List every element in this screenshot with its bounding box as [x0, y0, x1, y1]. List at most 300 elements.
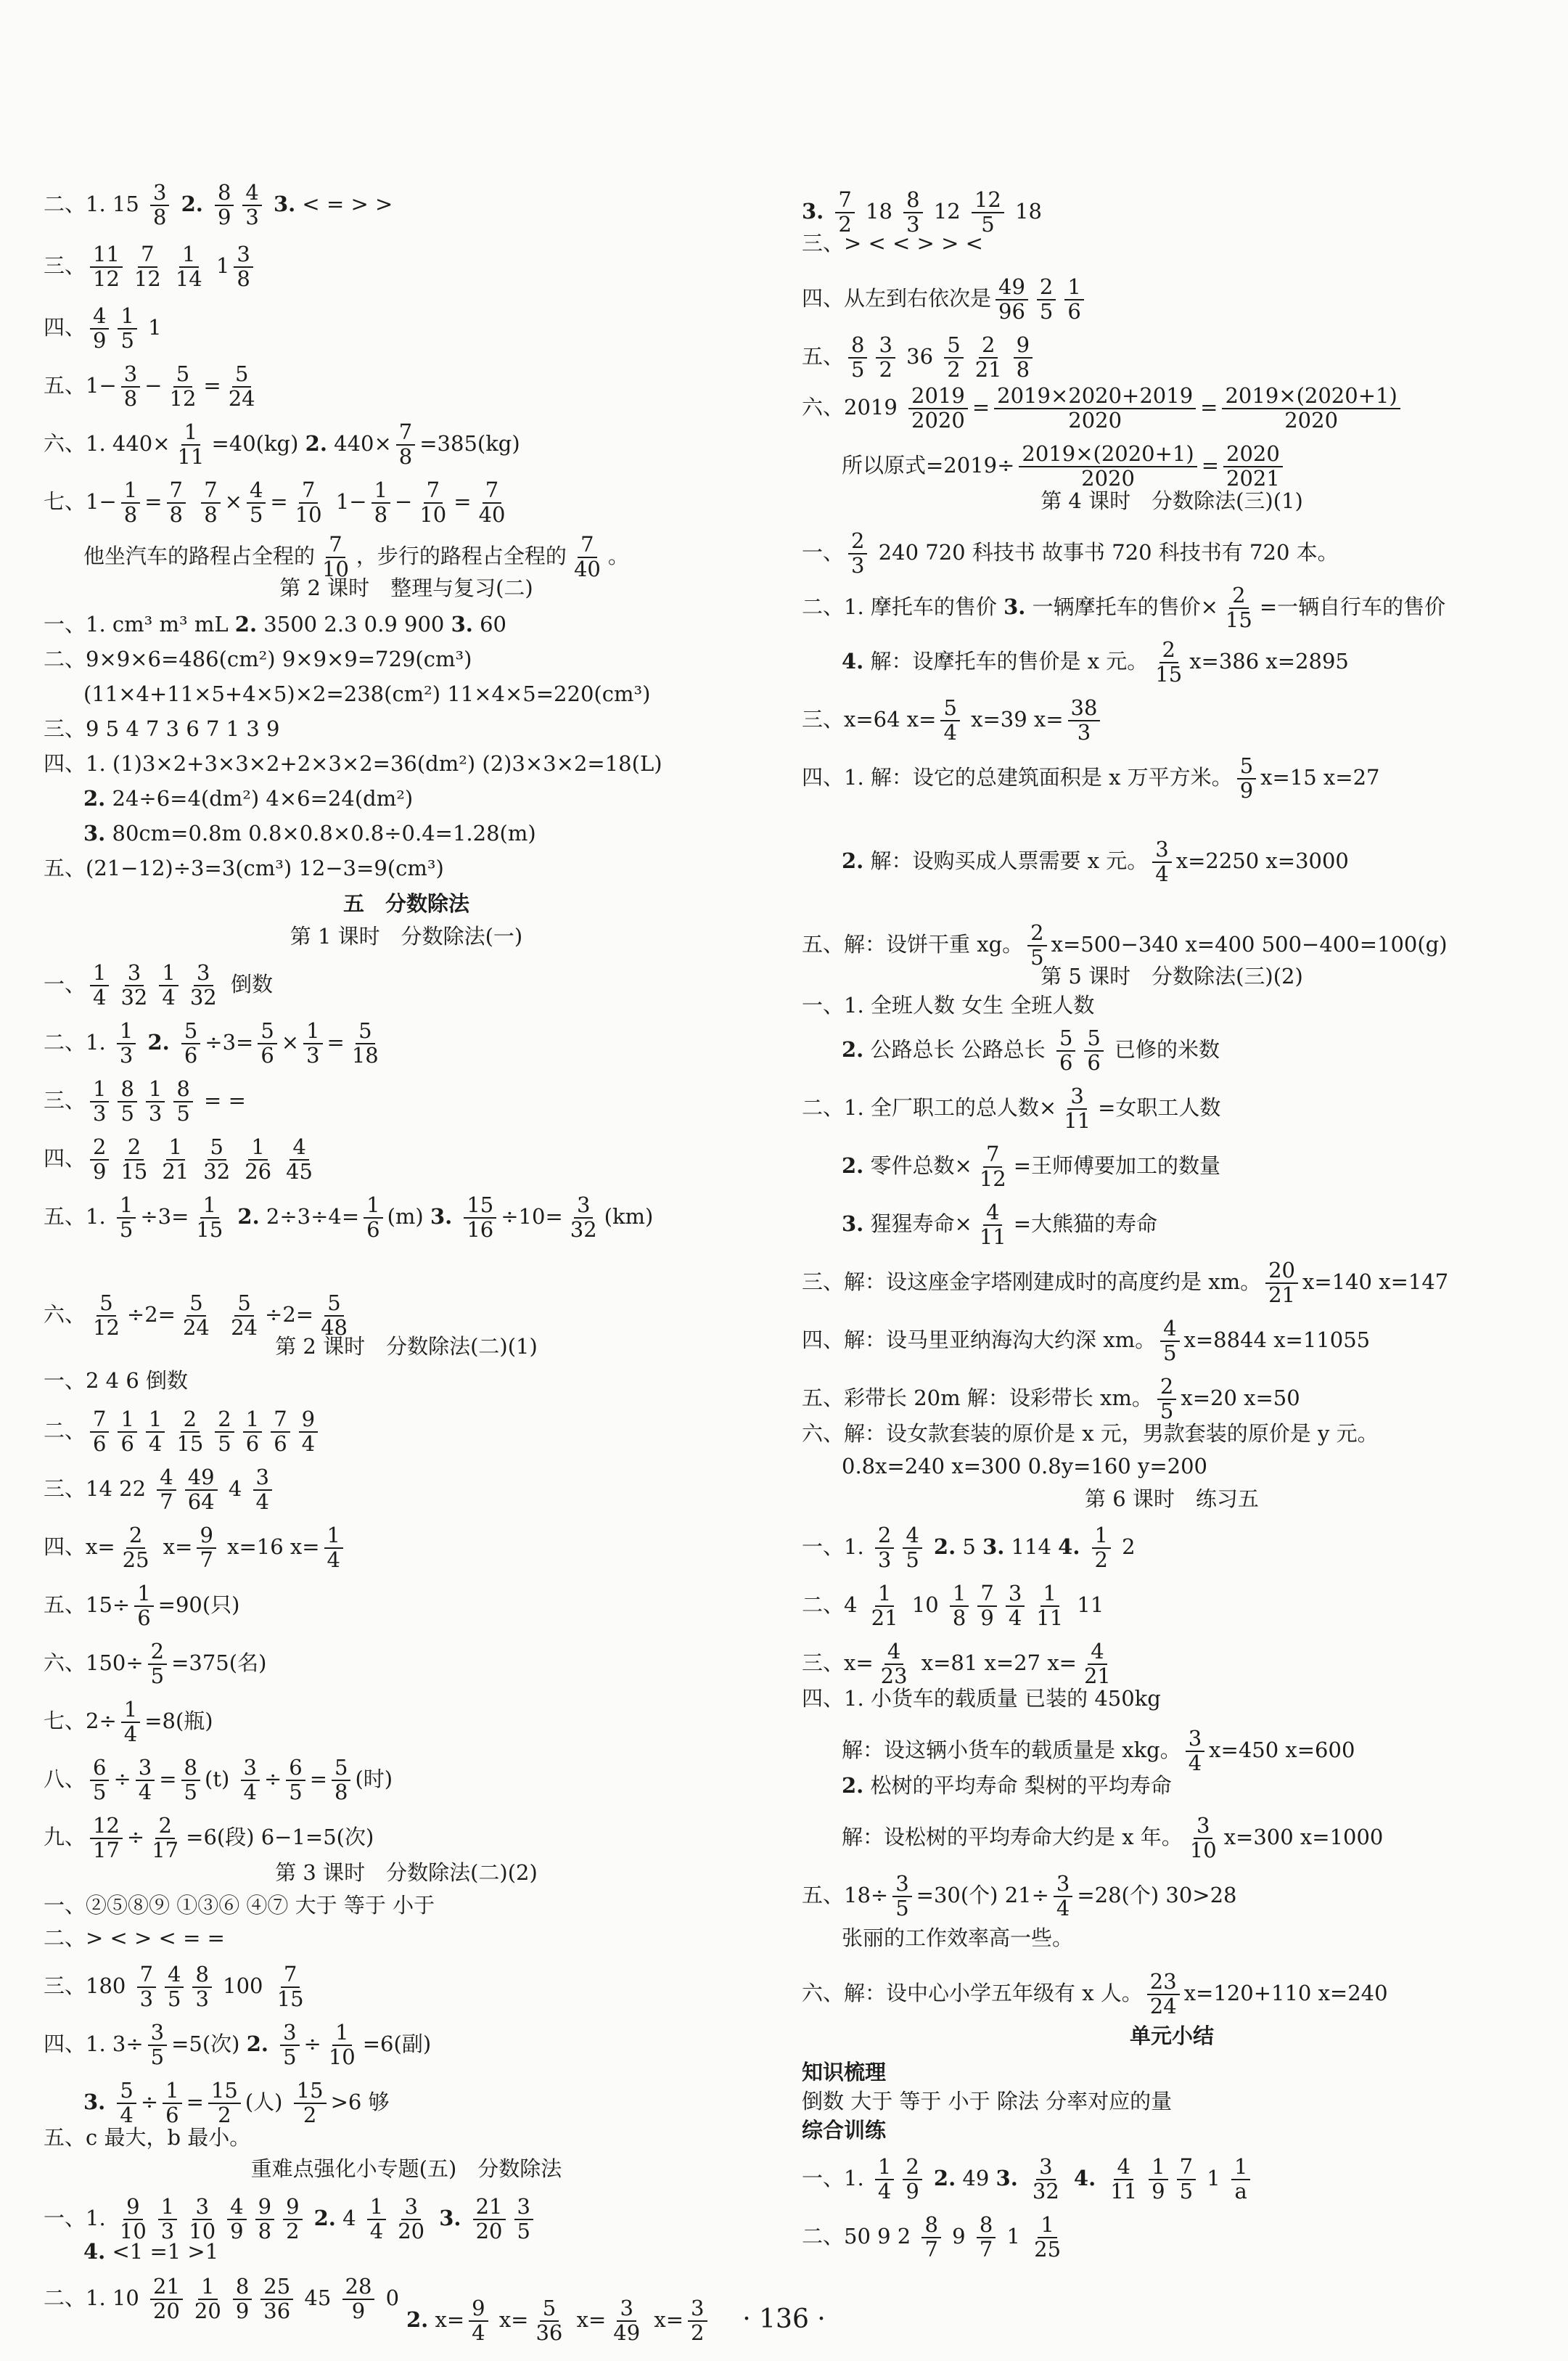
fraction-numerator: 1 [158, 2196, 177, 2220]
answer-text: 四、1. 解：设它的总建筑面积是 x 万平方米。 [802, 764, 1233, 790]
answer-text: < = > > [295, 191, 393, 216]
answer-text: = [309, 1766, 328, 1791]
fraction [193, 1194, 226, 1242]
fraction [1237, 755, 1256, 803]
answer-text: 一、1. [802, 2165, 871, 2190]
item-number: 4. [842, 648, 864, 674]
answer-text: 张丽的工作效率高一些。 [842, 1926, 1074, 1950]
fraction-numerator: 8 [233, 2275, 252, 2300]
answer-text: 0 [379, 2285, 400, 2310]
item-number: 2. [230, 1203, 260, 1229]
fraction-numerator: 4 [90, 305, 109, 330]
fraction-denominator: 6 [366, 1216, 380, 1242]
fraction-numerator: 1 [303, 1020, 322, 1044]
fraction [1223, 443, 1283, 491]
fraction-numerator: 7 [137, 1963, 156, 1988]
fraction-numerator: 3 [121, 363, 140, 388]
fraction [977, 1582, 996, 1630]
answer-line [44, 479, 512, 527]
item-number: 4. [83, 2239, 106, 2264]
answer-line [44, 1858, 769, 1887]
fraction [514, 2196, 533, 2243]
fraction-denominator: 12 [134, 266, 161, 291]
fraction-denominator: 5 [1159, 1398, 1174, 1423]
answer-line [44, 1194, 653, 1242]
fraction-denominator: 6 [1067, 298, 1081, 324]
fraction-numerator: 1 [117, 1194, 136, 1219]
fraction-numerator: 38 [1068, 697, 1101, 721]
fraction-denominator: 3 [306, 1042, 320, 1068]
answer-line [44, 2123, 250, 2152]
fraction-numerator: 1 [248, 1136, 267, 1161]
fraction-denominator: 8 [1016, 356, 1030, 382]
answer-line [802, 229, 983, 258]
fraction-numerator: 7 [90, 1408, 109, 1433]
item-number: 3. [982, 1534, 1005, 1559]
answer-text: x=386 x=2895 [1189, 648, 1349, 674]
fraction-denominator: 21 [1268, 1282, 1295, 1307]
answer-line [44, 922, 769, 951]
fraction-numerator: 1 [1064, 276, 1083, 300]
fraction-numerator: 1 [367, 2196, 386, 2220]
answer-text: 五、 [802, 343, 845, 369]
answer-text: 公路总长 公路总长 [863, 1036, 1052, 1062]
fraction-numerator: 8 [215, 181, 234, 206]
item-number: 2. [83, 786, 106, 811]
answer-text: 倒数 [223, 971, 273, 997]
fraction-numerator: 7 [281, 1963, 300, 1988]
fraction-numerator: 1 [1040, 1582, 1059, 1607]
fraction-numerator: 4 [165, 1963, 184, 1988]
fraction [869, 1582, 901, 1630]
answer-text: =375(名) [171, 1650, 267, 1675]
item-number: 3. [83, 821, 106, 846]
fraction-numerator: 9 [255, 2196, 274, 2220]
answer-text: 六、解：设中心小学五年级有 x 人。 [802, 1980, 1143, 2005]
answer-line [802, 2058, 886, 2087]
fraction-numerator: 4 [1114, 2156, 1133, 2180]
fraction-denominator: 14 [175, 266, 202, 291]
answer-text: 二、1. 全厂职工的总人数× [802, 1094, 1057, 1120]
fraction-denominator: a [1234, 2178, 1247, 2204]
fraction-denominator: 5 [93, 1779, 107, 1804]
fraction [173, 243, 205, 291]
fraction-denominator: 5 [1039, 298, 1054, 324]
fraction [159, 962, 178, 1010]
fraction-numerator: 7 [201, 479, 220, 504]
fraction-denominator: 4 [301, 1431, 316, 1456]
fraction-numerator: 8 [181, 1756, 200, 1781]
answer-text: = [1200, 394, 1218, 420]
fraction [226, 363, 258, 411]
fraction-numerator: 9 [299, 1408, 318, 1433]
answer-line [802, 1419, 1379, 1448]
answer-text: 一、1. cm³ m³ mL [44, 612, 235, 637]
item-number: 4. [1058, 1534, 1088, 1559]
answer-text: =6(副) [362, 2031, 432, 2056]
answer-line [802, 1375, 1300, 1423]
item-number: 2. [842, 1036, 864, 1062]
fraction [1265, 1259, 1298, 1307]
fraction-numerator: 7 [578, 533, 596, 558]
fraction-numerator: 5 [117, 2079, 136, 2104]
answer-text: 0.8x=240 x=300 0.8y=160 y=200 [842, 1454, 1207, 1478]
item-number: 2. [173, 191, 210, 216]
fraction [159, 1136, 192, 1184]
answer-text: 12 [927, 198, 967, 224]
answer-text: 第 1 课时 分数除法(一) [290, 924, 523, 949]
fraction-denominator: 8 [952, 1605, 966, 1630]
fraction-denominator: 20 [194, 2298, 221, 2323]
answer-text: x=450 x=600 [1209, 1737, 1355, 1762]
fraction-denominator: 32 [120, 984, 148, 1010]
fraction-numerator: 2 [1027, 922, 1046, 946]
fraction-numerator: 3 [148, 2021, 167, 2046]
fraction-numerator: 3 [1152, 838, 1171, 863]
item-number: 2. [926, 1534, 956, 1559]
fraction-denominator: 5 [895, 1895, 909, 1920]
answer-text: − [144, 372, 163, 398]
fraction [90, 243, 123, 291]
fraction-denominator: 48 [321, 1314, 348, 1340]
fraction-denominator: 8 [153, 204, 167, 229]
fraction-numerator: 1 [875, 1582, 894, 1607]
answer-line [802, 486, 1542, 515]
fraction-denominator: 64 [187, 1489, 215, 1514]
fraction-denominator: 8 [334, 1779, 348, 1804]
answer-text: 114 [1004, 1534, 1059, 1559]
answer-text: x=140 x=147 [1302, 1269, 1449, 1294]
answer-text: 9 [945, 2223, 972, 2249]
fraction-denominator: 21 [974, 356, 1002, 382]
fraction-numerator: 21 [150, 2275, 183, 2300]
fraction [121, 1698, 140, 1746]
fraction-denominator: 2 [218, 2102, 231, 2127]
fraction-denominator: 24 [228, 385, 255, 411]
fraction-numerator: 5 [940, 697, 959, 721]
fraction-denominator: 5 [120, 1100, 134, 1126]
fraction-denominator: 21 [871, 1605, 898, 1630]
fraction [163, 2079, 181, 2127]
answer-text: 2 [1115, 1534, 1136, 1559]
fraction-denominator: 3 [851, 552, 865, 578]
answer-text: x=120+110 x=240 [1183, 1980, 1388, 2005]
fraction-numerator: 1 [372, 479, 390, 504]
fraction [476, 479, 509, 527]
fraction-denominator: 11 [177, 443, 205, 469]
fraction-numerator: 5 [356, 1020, 374, 1044]
fraction [148, 1640, 167, 1688]
fraction-denominator: 3 [160, 2218, 175, 2243]
fraction-numerator: 7 [424, 479, 443, 504]
fraction [876, 334, 895, 382]
answer-text: 60 [472, 612, 506, 637]
fraction [134, 1582, 153, 1630]
fraction-denominator: 16 [467, 1216, 494, 1242]
fraction-denominator: 4 [877, 2178, 892, 2204]
fraction-numerator: 1 [90, 962, 109, 986]
answer-text: x= [570, 2307, 607, 2332]
fraction-denominator: 32 [570, 1216, 597, 1242]
answer-line [83, 784, 413, 813]
fraction-numerator: 1 [1149, 2156, 1167, 2180]
answer-line [802, 1873, 1237, 1920]
fraction-denominator: 11 [1064, 1108, 1091, 1133]
fraction-numerator: 3 [1036, 2156, 1055, 2180]
answer-line [44, 1020, 386, 1068]
answer-text: x= [428, 2307, 465, 2332]
answer-text: 1 [209, 253, 230, 278]
fraction-denominator: 5 [120, 327, 134, 353]
answer-line [44, 1756, 393, 1804]
answer-text: = [327, 1029, 345, 1055]
fraction-numerator: 2019×(2020+1) [1222, 385, 1400, 409]
fraction-numerator: 3 [1006, 1582, 1025, 1607]
fraction-denominator: 24 [231, 1314, 258, 1340]
fraction [1222, 385, 1400, 433]
fraction [137, 1963, 156, 2011]
fraction-denominator: 4 [243, 1779, 257, 1804]
answer-line [44, 2021, 431, 2069]
fraction-numerator: 5 [234, 1292, 253, 1317]
fraction-numerator: 1 [181, 421, 200, 446]
fraction [158, 2196, 177, 2243]
fraction-numerator: 25 [260, 2275, 293, 2300]
answer-line [802, 1971, 1388, 2018]
answer-text: 综合训练 [802, 2118, 887, 2143]
fraction-denominator: 21 [162, 1158, 189, 1184]
item-number: 3. [996, 2165, 1025, 2190]
item-number: 3. [1003, 594, 1026, 619]
answer-text: ÷2= [126, 1301, 176, 1327]
fraction-numerator: 15 [294, 2079, 327, 2104]
answer-text: 2÷3÷4= [259, 1203, 360, 1229]
fraction [146, 1078, 165, 1126]
fraction [1056, 1027, 1075, 1075]
answer-text: 五、(21−12)÷3=3(cm³) 12−3=9(cm³) [44, 856, 444, 880]
fraction-denominator: 8 [123, 502, 138, 527]
answer-line [44, 421, 520, 469]
answer-line [802, 584, 1445, 632]
fraction-numerator: 2 [1157, 1375, 1176, 1400]
fraction-numerator: 8 [118, 1078, 136, 1102]
fraction-numerator: 4 [1088, 1640, 1107, 1665]
fraction [118, 1408, 136, 1456]
fraction-numerator: 20 [1265, 1259, 1298, 1284]
item-number: 3. [266, 191, 296, 216]
fraction [848, 530, 867, 578]
fraction-denominator: 2020 [1068, 407, 1122, 433]
fraction [286, 1756, 305, 1804]
fraction-denominator: 9 [230, 2218, 244, 2243]
fraction-denominator: 8 [204, 502, 218, 527]
answer-text: 三、180 [44, 1973, 133, 1998]
answer-text: = [159, 1766, 177, 1791]
answer-text: 五、解：设饼干重 xg。 [802, 931, 1024, 957]
answer-text: x=300 x=1000 [1223, 1824, 1384, 1849]
answer-text: 11 [1070, 1592, 1104, 1617]
fraction-numerator: 2019×2020+2019 [994, 385, 1196, 409]
answer-text: 二、1. 15 [44, 191, 147, 216]
fraction-numerator: 5 [208, 1136, 226, 1161]
answer-text: 四、x= [44, 1534, 115, 1559]
answer-line [842, 1027, 1220, 1075]
fraction-denominator: 5 [249, 502, 263, 527]
answer-text: 第 3 课时 分数除法(二)(2) [275, 1860, 538, 1885]
fraction-numerator: 1 [146, 1408, 165, 1433]
fraction-numerator: 2 [903, 2156, 921, 2180]
fraction-numerator: 4 [157, 1466, 176, 1491]
fraction-numerator: 7 [326, 533, 345, 558]
fraction [848, 334, 867, 382]
fraction-numerator: 3 [1186, 1727, 1204, 1752]
fraction [875, 2156, 894, 2204]
answer-text: (人) [245, 2089, 290, 2114]
answer-text: 240 720 科技书 故事书 720 科技书有 720 本。 [871, 539, 1339, 565]
fraction [944, 334, 963, 382]
fraction-numerator: 1 [200, 1194, 219, 1219]
fraction-numerator: 21 [473, 2196, 506, 2220]
answer-line [44, 749, 662, 778]
answer-text: = [203, 372, 221, 398]
fraction [271, 1408, 290, 1456]
answer-text: = [186, 2089, 204, 2114]
answer-line [842, 1771, 1172, 1800]
answer-line [802, 1640, 1118, 1688]
fraction-numerator: 4 [242, 181, 261, 206]
answer-text: 五、15÷ [44, 1592, 131, 1617]
answer-text: 49 [956, 2165, 996, 2190]
fraction-denominator: 3 [245, 204, 259, 229]
answer-text: (km) [604, 1203, 654, 1229]
fraction-denominator: 4 [472, 2320, 485, 2345]
answer-text: 1 [141, 314, 162, 340]
fraction [181, 1020, 200, 1068]
answer-text: 二、> < > < = = [44, 1926, 225, 1950]
fraction [197, 1524, 216, 1572]
answer-line [802, 755, 1379, 803]
fraction [200, 1136, 233, 1184]
answer-line [44, 1366, 188, 1395]
answer-text: x= [492, 2307, 529, 2332]
answer-text: =5(次) [171, 2031, 247, 2056]
answer-text: 二、9×9×6=486(cm²) 9×9×9=729(cm³) [44, 647, 472, 671]
answer-line [44, 1923, 225, 1952]
fraction-denominator: 26 [245, 1158, 272, 1184]
fraction-numerator: 1 [90, 1078, 109, 1102]
item-number: 3. [432, 2205, 469, 2230]
fraction-numerator: 7 [483, 479, 501, 504]
fraction [192, 1963, 211, 2011]
fraction-denominator: 6 [245, 1431, 260, 1456]
answer-line [802, 1684, 1161, 1713]
answer-text: 二、 [44, 1417, 86, 1443]
fraction [280, 2021, 299, 2069]
fraction-denominator: 6 [274, 1431, 287, 1456]
fraction-denominator: 4 [1155, 861, 1169, 886]
fraction-denominator: 2020 [911, 407, 965, 433]
answer-text: 六、 [44, 1301, 86, 1327]
fraction [136, 1756, 155, 1804]
answer-line [802, 697, 1104, 745]
fraction-numerator: 2 [90, 1136, 109, 1161]
answer-text: ÷2= [265, 1301, 314, 1327]
fraction-numerator: 8 [903, 189, 922, 213]
answer-line [802, 385, 1405, 433]
fraction-denominator: 4 [93, 984, 107, 1010]
answer-text: 六、2019 [802, 394, 905, 420]
fraction-denominator: 40 [573, 556, 601, 581]
fraction-denominator: 4 [120, 2102, 134, 2127]
answer-text: 五、彩带长 20m 解：设彩带长 xm。 [802, 1385, 1153, 1410]
fraction-denominator: 20 [153, 2298, 180, 2323]
fraction [283, 2196, 302, 2243]
answer-line [44, 962, 273, 1010]
fraction [241, 1756, 260, 1804]
fraction [349, 1020, 382, 1068]
fraction [396, 421, 415, 469]
answer-text: 倒数 大于 等于 小于 除法 分率对应的量 [802, 2089, 1173, 2114]
fraction-numerator: 1 [134, 1582, 153, 1607]
answer-text: 四、 [44, 1145, 86, 1171]
answer-text: 四、解：设马里亚纳海沟大约深 xm。 [802, 1327, 1157, 1352]
item-number: 3. [802, 198, 832, 224]
fraction-numerator: 4 [290, 1136, 308, 1161]
fraction [1147, 1971, 1180, 2018]
fraction [148, 2021, 167, 2069]
fraction-numerator: 3 [253, 1466, 272, 1491]
fraction-denominator: 18 [351, 1042, 379, 1068]
fraction-denominator: 5 [150, 2044, 165, 2069]
fraction-numerator: 7 [167, 479, 186, 504]
answer-text: 一、1. 全班人数 女生 全班人数 [802, 993, 1095, 1018]
answer-line [802, 1524, 1136, 1572]
fraction-numerator: 8 [173, 1078, 192, 1102]
fraction-denominator: 3 [1077, 719, 1091, 745]
fraction-denominator: 9 [235, 2298, 250, 2323]
fraction [977, 1143, 1009, 1191]
fraction-denominator: 4 [162, 984, 176, 1010]
item-number: 2. [306, 2205, 336, 2230]
fraction [1186, 1727, 1204, 1775]
fraction-denominator: 9 [217, 204, 231, 229]
fraction [416, 479, 449, 527]
answer-text: 八、 [44, 1766, 86, 1791]
fraction-numerator: 2019×(2020+1) [1019, 443, 1196, 467]
fraction-numerator: 3 [617, 2297, 636, 2322]
item-number: 2. [305, 430, 327, 456]
fraction-numerator: 9 [1014, 334, 1033, 359]
fraction-numerator: 2 [215, 1408, 234, 1433]
answer-text: × [224, 488, 242, 514]
fraction-denominator: 7 [979, 2236, 993, 2262]
fraction-numerator: 8 [848, 334, 867, 359]
fraction-denominator: 6 [93, 1431, 107, 1456]
fraction-denominator: 5 [517, 2218, 530, 2243]
answer-text: x=16 x= [220, 1534, 320, 1559]
answer-line [44, 714, 279, 743]
fraction-numerator: 4 [884, 1640, 903, 1665]
fraction-numerator: 9 [283, 2196, 302, 2220]
fraction [903, 2156, 921, 2204]
fraction [977, 1201, 1009, 1249]
fraction-numerator: 2 [155, 1814, 174, 1839]
answer-line [83, 819, 536, 848]
answer-text: 。 [607, 543, 629, 568]
fraction [121, 479, 140, 527]
fraction [90, 1136, 109, 1184]
fraction [1092, 1524, 1111, 1572]
